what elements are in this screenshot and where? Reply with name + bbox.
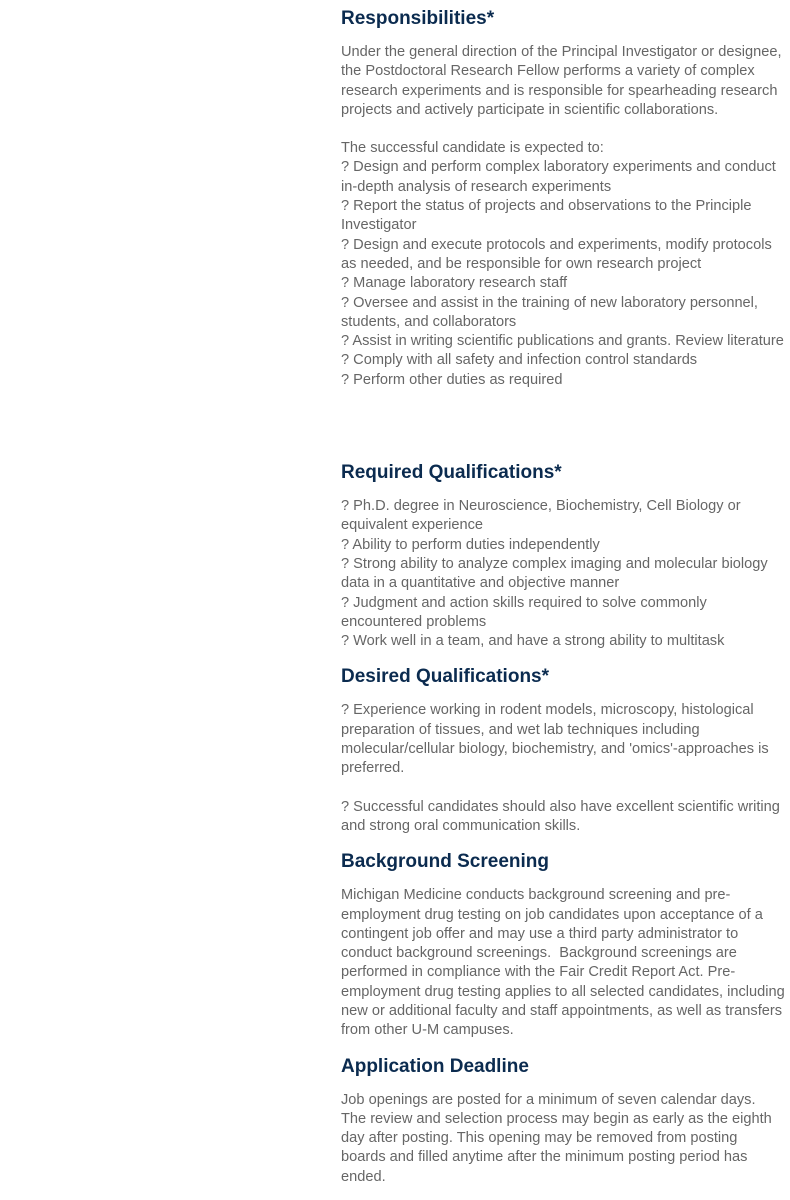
text-line: boards and filled anytime after the minimum posting period has [341, 1149, 748, 1166]
list-item: ? Work well in a team, and have a strong ability to multitask [341, 633, 725, 650]
text-line: day after posting. This opening may be removed from posting [341, 1130, 738, 1147]
responsibilities-heading: Responsibilities* [341, 8, 495, 29]
text-line: data in a quantitative and objective manner [341, 575, 620, 592]
text-line: employment drug testing applies to all selected candidates, including [341, 983, 785, 1000]
text-line: students, and collaborators [341, 313, 517, 330]
desired-qualifications-para-1 [341, 701, 781, 778]
desired-qualifications-heading: Desired Qualifications* [341, 666, 550, 688]
text-line: employment drug testing on job candidates upon acceptance of a [341, 906, 763, 923]
text-line: performed in compliance with the Fair Credit Report Act. Pre- [341, 964, 736, 981]
job-description [341, 0, 785, 1187]
list-item: ? Design and perform complex laboratory experiments and conduct [341, 159, 776, 176]
text-line: The successful candidate is expected to: [341, 140, 604, 157]
list-item: ? Ph.D. degree in Neuroscience, Biochemistry, Cell Biology or [341, 498, 741, 515]
application-deadline-heading: Application Deadline [341, 1055, 529, 1077]
text-line: equivalent experience [341, 517, 483, 534]
text-line: preferred. [341, 760, 405, 777]
text-line: the Postdoctoral Research Fellow performs a variety of complex [341, 63, 755, 80]
text-line: Under the general direction of the Principal Investigator or designee, [341, 44, 782, 60]
list-item: ? Design and execute protocols and experiments, modify protocols [341, 236, 772, 253]
list-item: ? Report the status of projects and observations to the Principle [341, 198, 752, 215]
text-line: from other U-M campuses. [341, 1022, 514, 1039]
desired-qualifications-para-2 [341, 798, 781, 837]
text-line: The review and selection process may begin as early as the eighth [341, 1110, 772, 1127]
text-line: conduct background screenings. Background screenings are [341, 945, 737, 962]
text-line: contingent job offer and may use a third party administrator to [341, 925, 739, 942]
background-screening-heading: Background Screening [341, 851, 549, 873]
required-qualifications-heading: Required Qualifications* [341, 462, 562, 484]
list-item: ? Strong ability to analyze complex imaging and molecular biology [341, 555, 768, 572]
text-line: research experiments and is responsible for spearheading research [341, 82, 778, 99]
list-item: ? Ability to perform duties independently [341, 536, 600, 553]
list-item: ? Assist in writing scientific publications and grants. Review literature [341, 333, 784, 350]
text-line: encountered problems [341, 613, 487, 630]
text-line: molecular/cellular biology, biochemistry, and 'omics'-approaches is [341, 741, 769, 758]
text-line: in-depth analysis of research experiments [341, 178, 612, 195]
list-item: ? Successful candidates should also have excellent scientific writing [341, 798, 780, 815]
text-line: as needed, and be responsible for own research project [341, 255, 702, 272]
list-item: ? Manage laboratory research staff [341, 275, 568, 292]
list-item: ? Oversee and assist in the training of new laboratory personnel, [341, 294, 758, 311]
application-deadline-text [341, 1091, 781, 1187]
responsibilities-list [341, 139, 784, 390]
list-item: ? Comply with all safety and infection control standards [341, 352, 698, 369]
list-item: ? Judgment and action skills required to solve commonly [341, 594, 707, 611]
required-qualifications-list [341, 497, 781, 651]
text-line: ended. [341, 1168, 386, 1185]
text-line: new or additional faculty and staff appointments, as well as transfers [341, 1002, 783, 1019]
text-line: Investigator [341, 217, 417, 234]
text-line: and strong oral communication skills. [341, 817, 581, 834]
responsibilities-intro [341, 43, 781, 120]
background-screening-text [341, 886, 785, 1040]
list-item: ? Experience working in rodent models, microscopy, histological [341, 702, 754, 719]
list-item: ? Perform other duties as required [341, 371, 563, 388]
text-line: projects and actively participate in scientific collaborations. [341, 101, 719, 118]
text-line: preparation of tissues, and wet lab techniques including [341, 721, 700, 738]
text-line: Job openings are posted for a minimum of seven calendar days. [341, 1091, 756, 1108]
text-line: Michigan Medicine conducts background screening and pre- [341, 887, 731, 904]
